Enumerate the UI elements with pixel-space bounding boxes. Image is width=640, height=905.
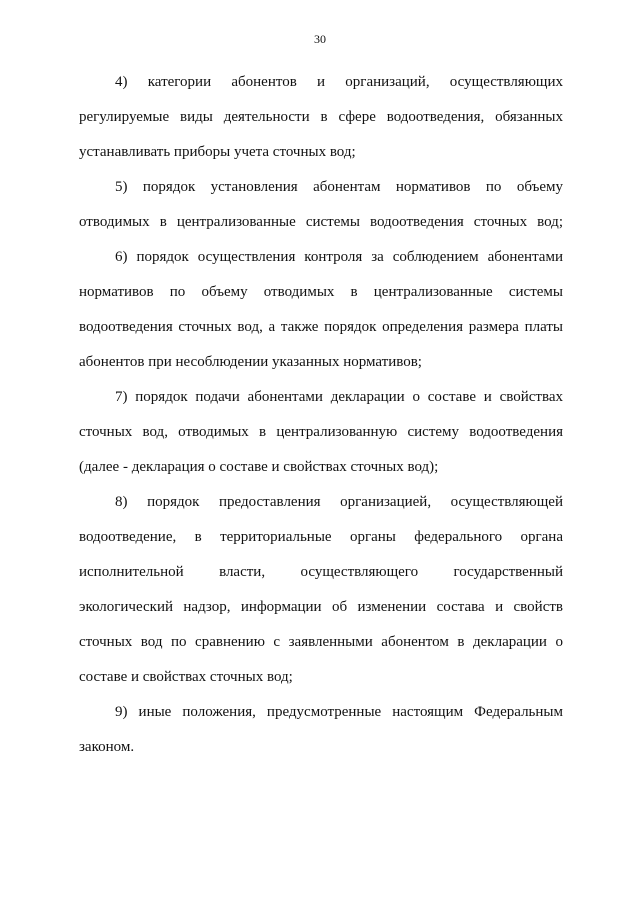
text-line: 8) порядок предоставления организацией, осуществляющей (115, 494, 563, 510)
text-line: отводимых в централизованные системы водоотведения сточных вод; (79, 214, 563, 230)
list-item (79, 240, 563, 380)
document-body (79, 65, 563, 765)
text-line: сточных вод, отводимых в централизованную систему водоотведения (79, 424, 563, 440)
text-line: регулируемые виды деятельности в сфере водоотведения, обязанных (79, 109, 563, 125)
text-line: (далее - декларация о составе и свойствах сточных вод); (79, 459, 439, 475)
text-line: 5) порядок установления абонентам нормативов по объему (115, 179, 563, 195)
text-line: 7) порядок подачи абонентами декларации о составе и свойствах (115, 389, 563, 405)
text-line: 9) иные положения, предусмотренные настоящим Федеральным (115, 704, 563, 720)
text-line: абонентов при несоблюдении указанных нормативов; (79, 354, 422, 370)
text-line: составе и свойствах сточных вод; (79, 669, 293, 685)
list-item (79, 485, 563, 695)
list-item (79, 65, 563, 170)
text-line: экологический надзор, информации об изменении состава и свойств (79, 599, 563, 615)
text-line: водоотведение, в территориальные органы федерального органа (79, 529, 563, 545)
text-line: водоотведения сточных вод, а также порядок определения размера платы (79, 319, 563, 335)
list-item (79, 380, 563, 485)
text-line: исполнительной власти, осуществляющего государственный (79, 564, 563, 580)
page-number: 30 (314, 32, 326, 46)
list-item (79, 695, 563, 765)
text-line: сточных вод по сравнению с заявленными абонентом в декларации о (79, 634, 563, 650)
text-line: нормативов по объему отводимых в централизованные системы (79, 284, 563, 300)
text-line: 4) категории абонентов и организаций, осуществляющих (115, 74, 563, 90)
text-line: законом. (79, 739, 135, 755)
text-line: устанавливать приборы учета сточных вод; (79, 144, 356, 160)
text-line: 6) порядок осуществления контроля за соблюдением абонентами (115, 249, 563, 265)
list-item (79, 170, 563, 240)
